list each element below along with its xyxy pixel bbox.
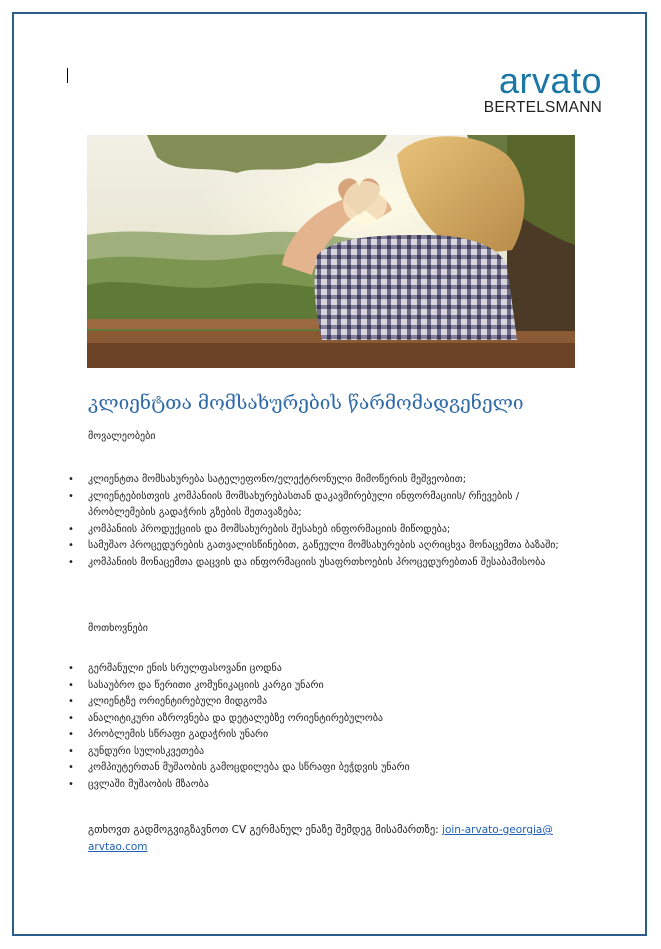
text-cursor xyxy=(67,68,68,83)
bullet-icon: • xyxy=(68,474,74,485)
bullet-icon: • xyxy=(68,729,74,740)
list-item: • კლიენტთა მომსახურება სატელეფონო/ელექტრონული მიმოწერის მეშვეობით; xyxy=(68,472,568,489)
bullet-icon: • xyxy=(68,696,74,707)
application-instructions xyxy=(88,822,568,856)
list-item: • კლიენტზე ორიენტირებული მიდგომა xyxy=(68,694,568,711)
list-item: • გერმანული ენის სრულფასოვანი ცოდნა xyxy=(68,661,568,678)
bullet-icon: • xyxy=(68,556,74,568)
email-link[interactable]: join-arvato-georgia@ arvtao.com xyxy=(88,824,553,853)
list-item: • გუნდური სულისკვეთება xyxy=(68,744,568,761)
responsibilities-heading: მოვალეობები xyxy=(88,431,156,442)
bullet-icon: • xyxy=(68,663,74,674)
logo-subtitle: BERTELSMANN xyxy=(483,99,602,116)
bullet-icon: • xyxy=(68,679,74,691)
list-item: • სამუშაო პროცედურების გათვალისწინებით, გაწეული მომსახურების აღრიცხვა მონაცემთა ბაზაში; xyxy=(68,538,568,555)
requirements-heading: მოთხოვნები xyxy=(88,623,148,634)
list-item: • სასაუბრო და წერითი კომუნიკაციის კარგი უნარი xyxy=(68,678,568,695)
logo-wordmark: arvato xyxy=(498,60,602,101)
bullet-icon: • xyxy=(68,712,74,724)
list-item: • კომპიუტერთან მუშაობის გამოცდილება და სწრაფი ბეჭდვის უნარი xyxy=(68,760,568,777)
list-item: • ცვლაში მუშაობის მზაობა xyxy=(68,777,568,794)
list-item: • ანალიტიკური აზროვნება და დეტალებზე ორიენტირებულობა xyxy=(68,711,568,728)
bullet-icon: • xyxy=(68,762,74,773)
hero-image xyxy=(87,135,575,368)
list-item: • კომპანიის მონაცემთა დაცვის და ინფორმაციის უსაფრთხოების პროცედურებთან შესაბამისობა xyxy=(68,555,568,572)
bullet-icon: • xyxy=(68,778,74,790)
list-item: • პრობლემის სწრაფი გადაჭრის უნარი xyxy=(68,727,568,744)
list-item: • კომპანიის პროდუქციის და მომსახურების შესახებ ინფორმაციის მიწოდება; xyxy=(68,522,568,539)
responsibilities-list xyxy=(68,472,568,571)
list-item: • კლიენტებისთვის კომპანიის მომსახურებასთან დაკავშირებული ინფორმაციის/ რჩევების / პრობლემების გადაჭრის გზების შეთავაზება; xyxy=(68,490,520,518)
job-title: კლიენტთა მომსახურების წარმომადგენელი xyxy=(88,392,524,414)
instructions-text: გთხოვთ გადმოგვიგზავნოთ CV გერმანულ ენაზე შემდეგ მისამართზე: xyxy=(88,824,443,836)
bullet-icon: • xyxy=(68,540,74,551)
bullet-icon: • xyxy=(68,490,74,502)
bullet-icon: • xyxy=(68,745,74,757)
arvato-logo xyxy=(472,60,602,117)
requirements-list xyxy=(68,661,568,793)
bullet-icon: • xyxy=(68,523,74,535)
